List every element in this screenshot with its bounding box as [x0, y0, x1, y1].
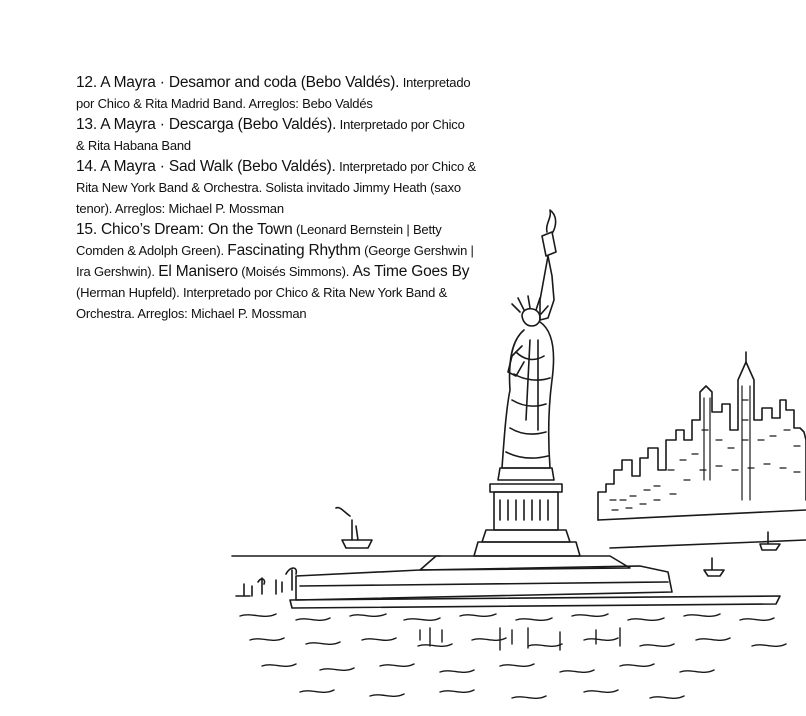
track-details: Interpretado por Chico & Rita New York Band & Orchestra. Solista invitado Jimmy Heath (saxo tenor). Arreglos: Michael P. Mossman	[76, 159, 476, 216]
track-title: 15. Chico’s Dream: On the Town	[76, 221, 293, 238]
water-reflections	[240, 614, 786, 698]
track-details: Interpretado por Chico & Rita Madrid Band. Arreglos: Bebo Valdés	[76, 75, 471, 111]
track-title: Fascinating Rhythm	[227, 242, 361, 259]
track-details: (Herman Hupfeld). Interpretado por Chico & Rita New York Band & Orchestra. Arreglos: Michael P. Mossman	[76, 285, 448, 321]
track-title: 13. A Mayra · Descarga (Bebo Valdés).	[76, 116, 337, 133]
track-title: 14. A Mayra · Sad Walk (Bebo Valdés).	[76, 158, 336, 175]
track-title: El Manisero	[158, 263, 238, 280]
track-details: (Leonard Bernstein | Betty Comden & Adolph Green).	[76, 222, 442, 258]
skyline	[598, 352, 806, 520]
track-title: 12. A Mayra · Desamor and coda (Bebo Valdés).	[76, 74, 400, 91]
track-title: As Time Goes By	[352, 263, 470, 280]
track-details: Interpretado por Chico & Rita Habana Band	[76, 117, 465, 153]
track-details: (George Gershwin | Ira Gershwin).	[76, 243, 474, 279]
harbor	[232, 508, 806, 596]
track-details: (Moisés Simmons).	[237, 264, 353, 279]
